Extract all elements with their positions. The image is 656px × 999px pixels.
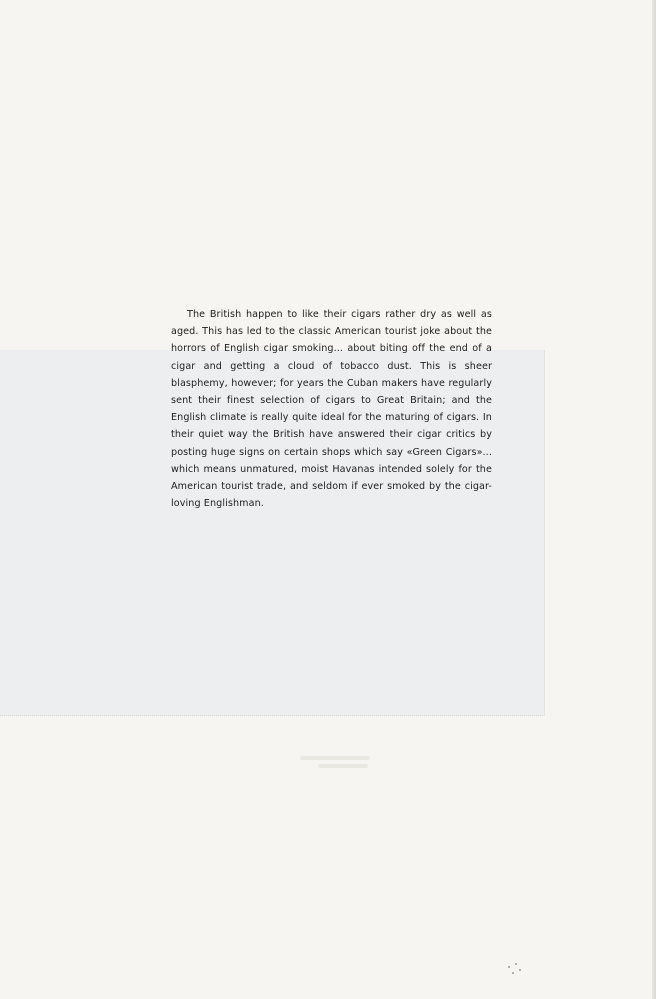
- paper-specks: [505, 962, 525, 982]
- page-edge: [652, 0, 656, 999]
- bleed-through-marks: [300, 752, 390, 774]
- body-paragraph: The British happen to like their cigars rather dry as well as aged. This has led to the classic American tourist joke about the horrors of English cigar smoking... about biting off the end of a cigar and getting a cloud of tobacco dust. This is sheer blasphemy, however; for years the Cuban makers have regularly sent their finest selection of cigars to Great Britain; and the English climate is really quite ideal for the maturing of cigars. In their quiet way the British have answered their cigar critics by posting huge signs on certain shops which say «Green Cigars»... which means unmatured, moist Havanas intended solely for the American tourist trade, and seldom if ever smoked by the cigar-loving Englishman.: [171, 309, 492, 510]
